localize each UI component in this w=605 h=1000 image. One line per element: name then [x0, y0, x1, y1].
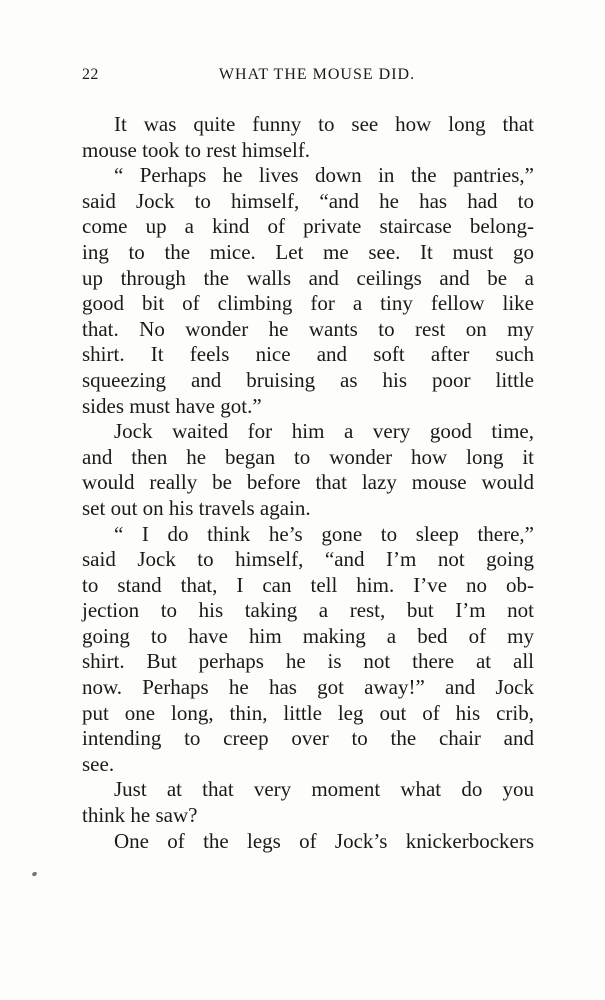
text-line: put one long, thin, little leg out of his crib, — [82, 700, 534, 725]
text-line: It was quite funny to see how long that — [114, 112, 534, 136]
text-line: jection to his taking a rest, but I’m not — [82, 598, 534, 623]
text-line: to stand that, I can tell him. I’ve no ob- — [82, 572, 534, 597]
text-line: said Jock to himself, “and he has had to — [82, 188, 534, 213]
text-line: and then he began to wonder how long it — [82, 444, 534, 469]
text-line: intending to creep over to the chair and — [82, 726, 534, 751]
text-line: shirt. But perhaps he is not there at all — [82, 649, 534, 674]
text-line: shirt. It feels nice and soft after such — [82, 342, 534, 367]
text-line: “ Perhaps he lives down in the pantries,” — [114, 163, 534, 188]
text-line: said Jock to himself, “and I’m not going — [82, 547, 534, 572]
text-line: going to have him making a bed of my — [82, 623, 534, 648]
text-line: ing to the mice. Let me see. It must go — [82, 239, 534, 264]
ink-speck — [31, 871, 37, 877]
text-line: that. No wonder he wants to rest on my — [82, 316, 534, 341]
text-line: good bit of climbing for a tiny fellow like — [82, 291, 534, 316]
text-line: squeezing and bruising as his poor little — [82, 367, 534, 392]
text-line: set out on his travels again. — [82, 495, 311, 520]
text-line: think he saw? — [82, 803, 198, 828]
text-line: would really be before that lazy mouse would — [82, 470, 534, 495]
text-line: mouse took to rest himself. — [82, 137, 311, 162]
text-line: up through the walls and ceilings and be a — [82, 265, 534, 290]
text-line: Jock waited for him a very good time, — [114, 419, 534, 444]
page-header — [82, 66, 534, 90]
text-line: see. — [82, 751, 115, 776]
text-line: come up a kind of private staircase belong- — [82, 214, 534, 239]
body-text — [82, 112, 534, 854]
text-line: now. Perhaps he has got away!” and Jock — [82, 675, 534, 700]
text-line: One of the legs of Jock’s knickerbockers — [114, 828, 534, 853]
text-line: Just at that very moment what do you — [114, 777, 534, 802]
running-title: WHAT THE MOUSE DID. — [218, 66, 416, 83]
page-number: 22 — [82, 66, 99, 83]
text-line: “ I do think he’s gone to sleep there,” — [114, 521, 534, 546]
text-line: sides must have got.” — [82, 393, 262, 418]
